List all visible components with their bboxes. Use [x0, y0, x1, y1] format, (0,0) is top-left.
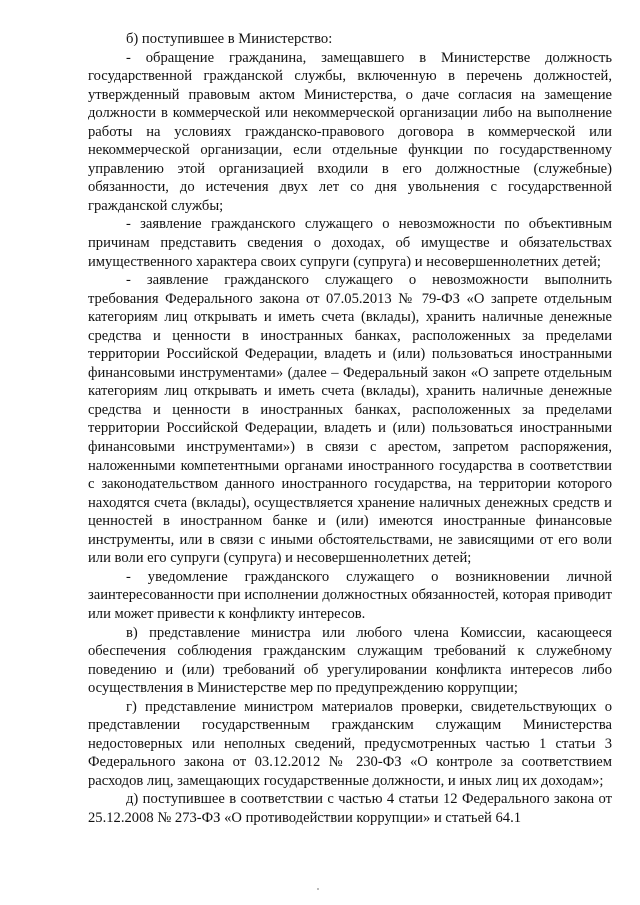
paragraph-d-received: д) поступившее в соответствии с частью 4 статьи 12 Федерального закона от 25.12.2008 № 273-ФЗ «О противодействии коррупции» и статьей 64.1 [88, 791, 612, 826]
paragraph-b-heading: б) поступившее в Министерство: [126, 31, 333, 47]
paragraph-foreign-accounts-statement: - заявление гражданского служащего о невозможности выполнить требования Федерального закона от 07.05.2013 № 79-ФЗ «О запрете отдельным категориям лиц открывать и иметь счета (вклады), хранить наличные денежные средства и ценности в иностранных банках, расположенных за пределами территории Российской Федерации, владеть и (или) пользоваться иностранными финансовыми инструментами» (далее – Федеральный закон «О запрете отдельным категориям лиц открывать и иметь счета (вклады), хранить наличные денежные средства и ценности в иностранных банках, расположенных за пределами территории Российской Федерации, владеть и (или) пользоваться иностранными финансовыми инструментами») в связи с арестом, запретом распоряжения, наложенными компетентными органами иностранного государства в соответствии с законодательством данного иностранного государства, на территории которого находятся счета (вклады), осуществляется хранение наличных денежных средств и ценностей в иностранном банке и (или) имеются иностранные финансовые инструменты, или в связи с иными обстоятельствами, не зависящими от его воли или воли его супруги (супруга) и несовершеннолетних детей; [88, 272, 612, 567]
paragraph-appeal-former-employee: - обращение гражданина, замещавшего в Министерстве должность государственной гражданской службы, включенную в перечень должностей, утвержденный правовым актом Министерства, о даче согласия на замещение должности в коммерческой или некоммерческой организации либо на выполнение работы на условиях гражданско-правового договора в коммерческой или некоммерческой организации, если отдельные функции по государственному управлению этой организацией входили в его должностные (служебные) обязанности, до истечения двух лет со дня увольнения с государственной гражданской службы; [88, 49, 612, 214]
paragraph-g-verification-materials: г) представление министром материалов проверки, свидетельствующих о представлении государственным гражданским служащим Министерства недостоверных или неполных сведений, предусмотренных частью 1 статьи 3 Федерального закона от 03.12.2012 № 230-ФЗ «О контроле за соответствием расходов лиц, замещающих государственные должности, и иных лиц их доходам»; [88, 698, 612, 789]
paragraph-conflict-notification: - уведомление гражданского служащего о возникновении личной заинтересованности при исполнении должностных обязанностей, которая приводит или может привести к конфликту интересов. [88, 568, 612, 622]
paragraph-v-minister-submission: в) представление министра или любого члена Комиссии, касающееся обеспечения соблюдения гражданским служащим требований к служебному поведению и (или) требований об урегулировании конфликта интересов либо осуществления в Министерстве мер по предупреждению коррупции; [88, 624, 612, 697]
document-page [88, 30, 612, 828]
paragraph-income-statement-impossibility: - заявление гражданского служащего о невозможности по объективным причинам представить сведения о доходах, об имуществе и обязательствах имущественного характера своих супруги (супруга) и несовершеннолетних детей; [88, 216, 612, 270]
scan-speck [317, 888, 319, 890]
